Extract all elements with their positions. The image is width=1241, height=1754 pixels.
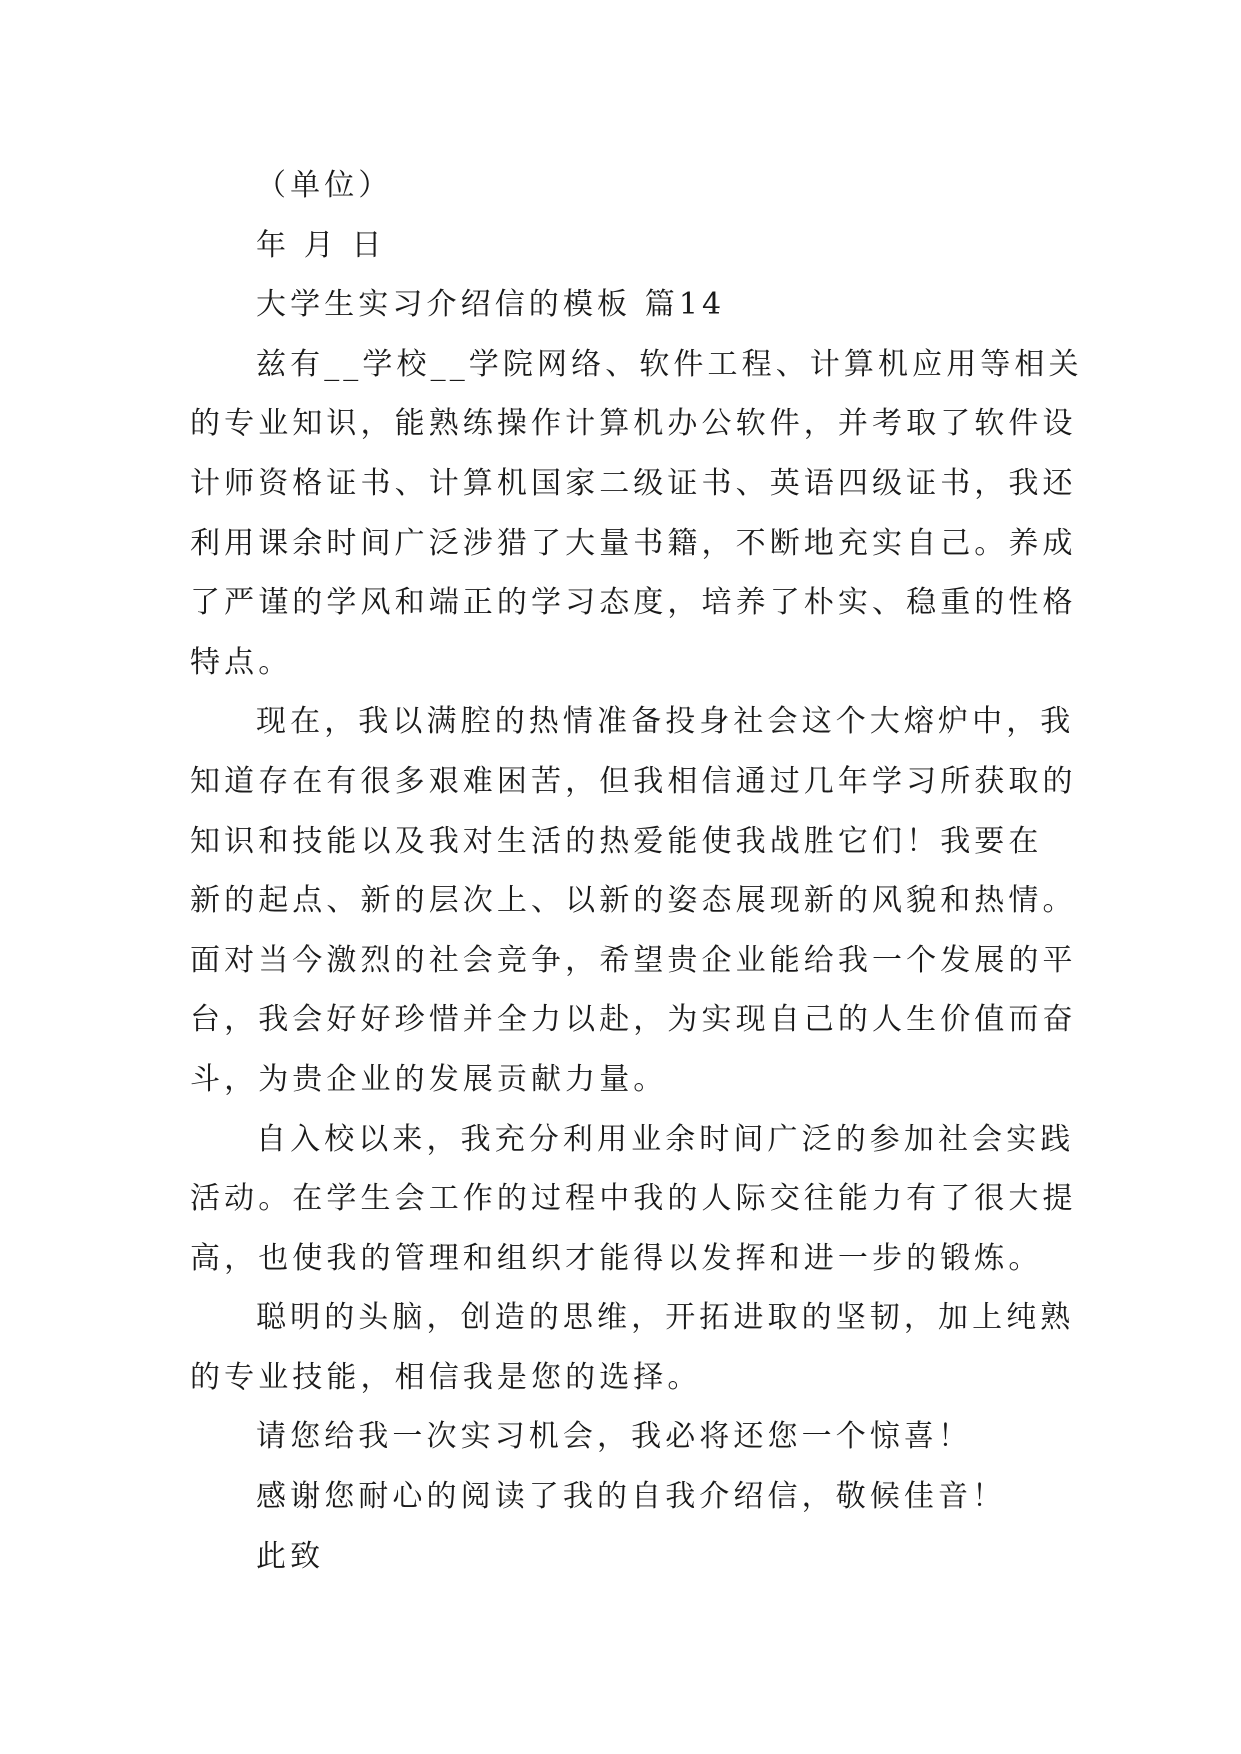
letter-page [190, 156, 1083, 1586]
closing-salutation: 此致 [256, 1538, 325, 1574]
date-line: 年 月 日 [256, 227, 386, 263]
paragraph-line: 新的起点、新的层次上、以新的姿态展现新的风貌和热情。 [190, 883, 1077, 919]
paragraph-line: 的专业知识，能熟练操作计算机办公软件，并考取了软件设 [190, 406, 1077, 442]
paragraph-line: 的专业技能，相信我是您的选择。 [190, 1359, 702, 1395]
paragraph-4 [190, 1288, 1075, 1407]
paragraph-1 [190, 335, 1083, 693]
paragraph-line: 现在，我以满腔的热情准备投身社会这个大熔炉中，我 [256, 704, 1075, 740]
paragraph-3 [190, 1110, 1077, 1289]
paragraph-line: 高，也使我的管理和组织才能得以发挥和进一步的锻炼。 [190, 1240, 1043, 1276]
paragraph-line: 特点。 [190, 644, 293, 680]
closing-thanks: 感谢您耐心的阅读了我的自我介绍信，敬候佳音！ [256, 1479, 1007, 1515]
paragraph-line: 台，我会好好珍惜并全力以赴，为实现自己的人生价值而奋 [190, 1002, 1077, 1038]
paragraph-line: 利用课余时间广泛涉猎了大量书籍，不断地充实自己。养成 [190, 525, 1077, 561]
section-title: 大学生实习介绍信的模板 篇14 [256, 287, 726, 323]
paragraph-line: 了严谨的学风和端正的学习态度，培养了朴实、稳重的性格 [190, 585, 1077, 621]
paragraph-line: 面对当今激烈的社会竞争，希望贵企业能给我一个发展的平 [190, 942, 1077, 978]
paragraph-line: 斗，为贵企业的发展贡献力量。 [190, 1061, 668, 1097]
paragraph-2 [190, 692, 1077, 1109]
paragraph-line: 活动。在学生会工作的过程中我的人际交往能力有了很大提 [190, 1181, 1077, 1217]
paragraph-line: 计师资格证书、计算机国家二级证书、英语四级证书，我还 [190, 465, 1077, 501]
paragraph-line: 聪明的头脑，创造的思维，开拓进取的坚韧，加上纯熟 [256, 1300, 1075, 1336]
unit-line: （单位） [256, 168, 393, 203]
paragraph-line: 知道存在有很多艰难困苦，但我相信通过几年学习所获取的 [190, 763, 1077, 799]
paragraph-line: 自入校以来，我充分利用业余时间广泛的参加社会实践 [256, 1121, 1075, 1157]
closing-request: 请您给我一次实习机会，我必将还您一个惊喜！ [256, 1419, 973, 1455]
paragraph-line: 兹有__学校__学院网络、软件工程、计算机应用等相关 [256, 346, 1083, 382]
paragraph-line: 知识和技能以及我对生活的热爱能使我战胜它们！我要在 [190, 823, 1043, 859]
